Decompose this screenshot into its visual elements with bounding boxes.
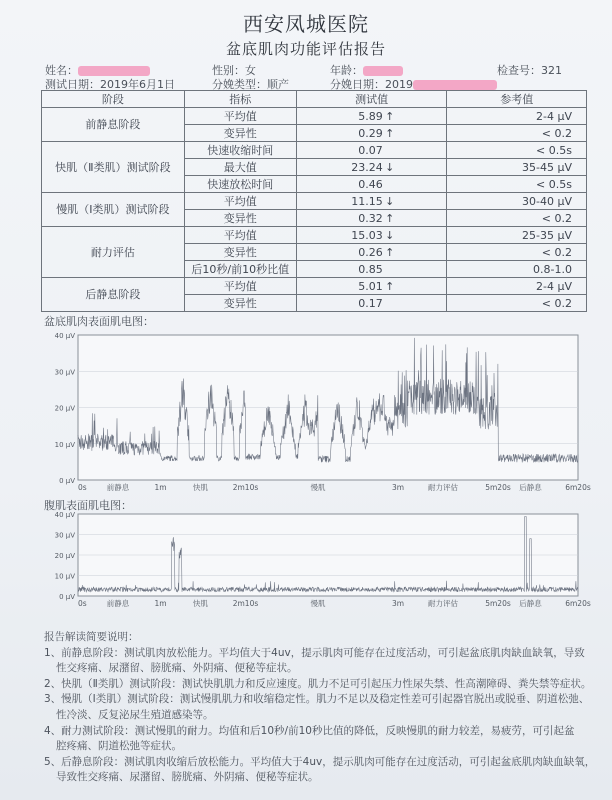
stage-fast: 快肌（Ⅱ类肌）测试阶段 — [42, 142, 185, 193]
reference-cell: < 0.2 — [447, 125, 587, 142]
x-tick-label: 3m — [391, 599, 405, 608]
metric-cell: 快速放松时间 — [184, 176, 296, 193]
note-line: 性冷淡、反复泌尿生殖道感染等。 — [56, 708, 214, 721]
metric-cell: 变异性 — [184, 125, 296, 142]
name-label: 姓名： — [45, 64, 78, 77]
stage-slow: 慢肌（Ⅰ类肌）测试阶段 — [42, 193, 185, 227]
reference-cell: < 0.5s — [447, 176, 587, 193]
value-number: 0.29 — [358, 126, 383, 140]
value-cell — [296, 159, 447, 176]
x-tick-label: 前静息 — [106, 483, 130, 492]
note-line: 性交疼痛、尿潴留、膀胱痛、外阴痛、便秘等症状。 — [56, 662, 298, 675]
note-line: 4、耐力测试阶段：测试慢肌的耐力。均值和后10秒/前10秒比值的降低，反映慢肌的耐力较差，易疲劳，可引起盆 — [44, 724, 575, 737]
value-number: 23.24 — [351, 160, 383, 174]
x-tick-label: 1m — [154, 599, 167, 608]
metric-cell: 快速收缩时间 — [184, 142, 296, 159]
redacted-date — [413, 80, 497, 90]
check-number: 检查号：321 — [497, 64, 562, 77]
x-tick-label: 3m — [391, 483, 405, 492]
y-tick-label: 0 μV — [59, 477, 75, 485]
reference-cell: 30-40 μV — [447, 193, 587, 210]
x-tick-label: 0s — [78, 599, 87, 608]
header-stage: 阶段 — [42, 91, 185, 108]
value-arrow: ↑ — [385, 245, 395, 259]
x-tick-label: 慢肌 — [310, 483, 326, 492]
x-tick-label: 后静息 — [519, 599, 542, 608]
y-tick-label: 10 μV — [54, 440, 75, 449]
note-line: 1、前静息阶段：测试肌肉放松能力。平均值大于4uv，提示肌肉可能存在过度活动，可引起盆底肌肉缺血缺氧，导致 — [44, 646, 585, 659]
x-tick-label: 耐力评估 — [428, 599, 458, 608]
metric-cell: 变异性 — [184, 210, 296, 227]
x-tick-label: 快肌 — [193, 599, 208, 608]
delivery-type: 分娩类型：顺产 — [212, 78, 289, 91]
value-arrow: ↑ — [385, 211, 395, 225]
y-tick-label: 20 μV — [54, 552, 75, 560]
redacted-name — [78, 66, 150, 76]
test-date: 测试日期：2019年6月1日 — [45, 78, 175, 91]
reference-cell: < 0.5s — [447, 142, 587, 159]
metric-cell: 后10秒/前10秒比值 — [184, 261, 296, 278]
value-cell — [296, 176, 447, 193]
abdominal-emg-chart — [40, 508, 591, 615]
x-tick-label: 5m20s — [485, 599, 511, 608]
x-tick-label: 2m10s — [232, 599, 259, 608]
header-reference: 参考值 — [447, 91, 587, 108]
x-tick-label: 慢肌 — [310, 599, 326, 608]
report-notes — [44, 630, 604, 786]
table-row — [42, 193, 587, 210]
value-number: 15.03 — [351, 228, 383, 242]
value-number: 5.89 — [358, 109, 383, 123]
note-line: 2、快肌（Ⅱ类肌）测试阶段：测试快肌肌力和反应速度。肌力不足可引起压力性尿失禁、性高潮障碍、粪失禁等症状。 — [44, 677, 592, 690]
reference-cell: 2-4 μV — [447, 108, 587, 125]
value-number: 0.46 — [358, 177, 383, 191]
y-tick-label: 0 μV — [59, 593, 75, 601]
x-tick-label: 快肌 — [193, 483, 208, 492]
value-cell — [296, 125, 447, 142]
table-row — [42, 142, 587, 159]
value-number: 11.15 — [351, 194, 383, 208]
value-arrow: ↓ — [385, 228, 395, 242]
metric-cell: 平均值 — [184, 193, 296, 210]
metric-cell: 最大值 — [184, 159, 296, 176]
metric-cell: 平均值 — [184, 278, 296, 295]
value-number: 0.26 — [358, 245, 383, 259]
metric-cell: 平均值 — [184, 227, 296, 244]
y-tick-label: 40 μV — [54, 332, 75, 340]
value-arrow: ↓ — [385, 160, 395, 174]
delivery-date-label: 分娩日期：2019 — [330, 78, 413, 91]
stage-endurance: 耐力评估 — [42, 227, 185, 278]
reference-cell: < 0.2 — [447, 244, 587, 261]
value-cell — [296, 278, 447, 295]
pelvic-emg-label: 盆底肌肉表面肌电图： — [44, 315, 154, 328]
metric-cell: 平均值 — [184, 108, 296, 125]
reference-cell: < 0.2 — [447, 210, 587, 227]
value-cell — [296, 227, 447, 244]
x-tick-label: 后静息 — [519, 483, 542, 492]
note-line: 5、后静息阶段：测试肌肉收缩后放松能力。平均值大于4uv，提示肌肉可能存在过度活动，可引起盆底肌肉缺血缺氧， — [44, 755, 596, 768]
x-tick-label: 1m — [154, 483, 167, 492]
table-row — [42, 227, 587, 244]
x-tick-label: 6m20s — [565, 483, 591, 492]
value-cell — [296, 193, 447, 210]
value-number: 0.17 — [358, 296, 383, 310]
y-tick-label: 40 μV — [54, 511, 75, 519]
value-cell — [296, 210, 447, 227]
y-tick-label: 20 μV — [54, 404, 75, 413]
value-number: 0.85 — [358, 262, 383, 276]
note-line: 腔疼痛、阴道松弛等症状。 — [56, 740, 182, 753]
value-cell — [296, 295, 447, 312]
stage-post-rest: 后静息阶段 — [42, 278, 185, 312]
redacted-age — [363, 66, 403, 76]
value-number: 0.32 — [358, 211, 383, 225]
x-tick-label: 耐力评估 — [428, 483, 458, 492]
abdominal-emg-label: 腹肌表面肌电图： — [44, 499, 132, 512]
x-tick-label: 0s — [78, 483, 87, 492]
value-arrow: ↑ — [385, 109, 395, 123]
age-label: 年龄： — [330, 64, 363, 77]
value-arrow: ↑ — [385, 126, 395, 140]
value-arrow: ↓ — [385, 194, 395, 208]
reference-cell: 25-35 μV — [447, 227, 587, 244]
notes-heading: 报告解读简要说明： — [44, 631, 139, 643]
x-tick-label: 6m20s — [565, 599, 591, 608]
value-cell — [296, 142, 447, 159]
table-row — [42, 278, 587, 295]
value-cell — [296, 244, 447, 261]
reference-cell: 35-45 μV — [447, 159, 587, 176]
table-header-row — [42, 91, 587, 108]
reference-cell: < 0.2 — [447, 295, 587, 312]
y-tick-label: 10 μV — [54, 572, 75, 581]
note-line: 3、慢肌（Ⅰ类肌）测试阶段：测试慢肌肌力和收缩稳定性。肌力不足以及稳定性差可引起器官脱出或脱垂、阴道松弛、 — [44, 693, 590, 706]
x-tick-label: 前静息 — [106, 599, 130, 608]
value-cell — [296, 108, 447, 125]
value-number: 5.01 — [358, 279, 383, 293]
note-line: 导致性交疼痛、尿潴留、膀胱痛、外阴痛、便秘等症状。 — [56, 771, 319, 784]
hospital-name: 西安凤城医院 — [243, 12, 369, 36]
results-table — [41, 90, 587, 312]
x-tick-label: 2m10s — [232, 483, 259, 492]
stage-pre-rest: 前静息阶段 — [42, 108, 185, 142]
value-arrow: ↑ — [385, 279, 395, 293]
reference-cell: 2-4 μV — [447, 278, 587, 295]
x-tick-label: 5m20s — [485, 483, 511, 492]
metric-cell: 变异性 — [184, 295, 296, 312]
pelvic-emg-chart — [40, 325, 591, 495]
metric-cell: 变异性 — [184, 244, 296, 261]
y-tick-label: 30 μV — [54, 531, 75, 540]
value-cell — [296, 261, 447, 278]
value-number: 0.07 — [358, 143, 383, 157]
table-row — [42, 108, 587, 125]
header-metric: 指标 — [184, 91, 296, 108]
header-value: 测试值 — [296, 91, 447, 108]
report-title: 盆底肌肉功能评估报告 — [225, 40, 386, 58]
reference-cell: 0.8-1.0 — [447, 261, 587, 278]
y-tick-label: 30 μV — [54, 368, 75, 377]
patient-sex: 性别：女 — [212, 64, 256, 77]
